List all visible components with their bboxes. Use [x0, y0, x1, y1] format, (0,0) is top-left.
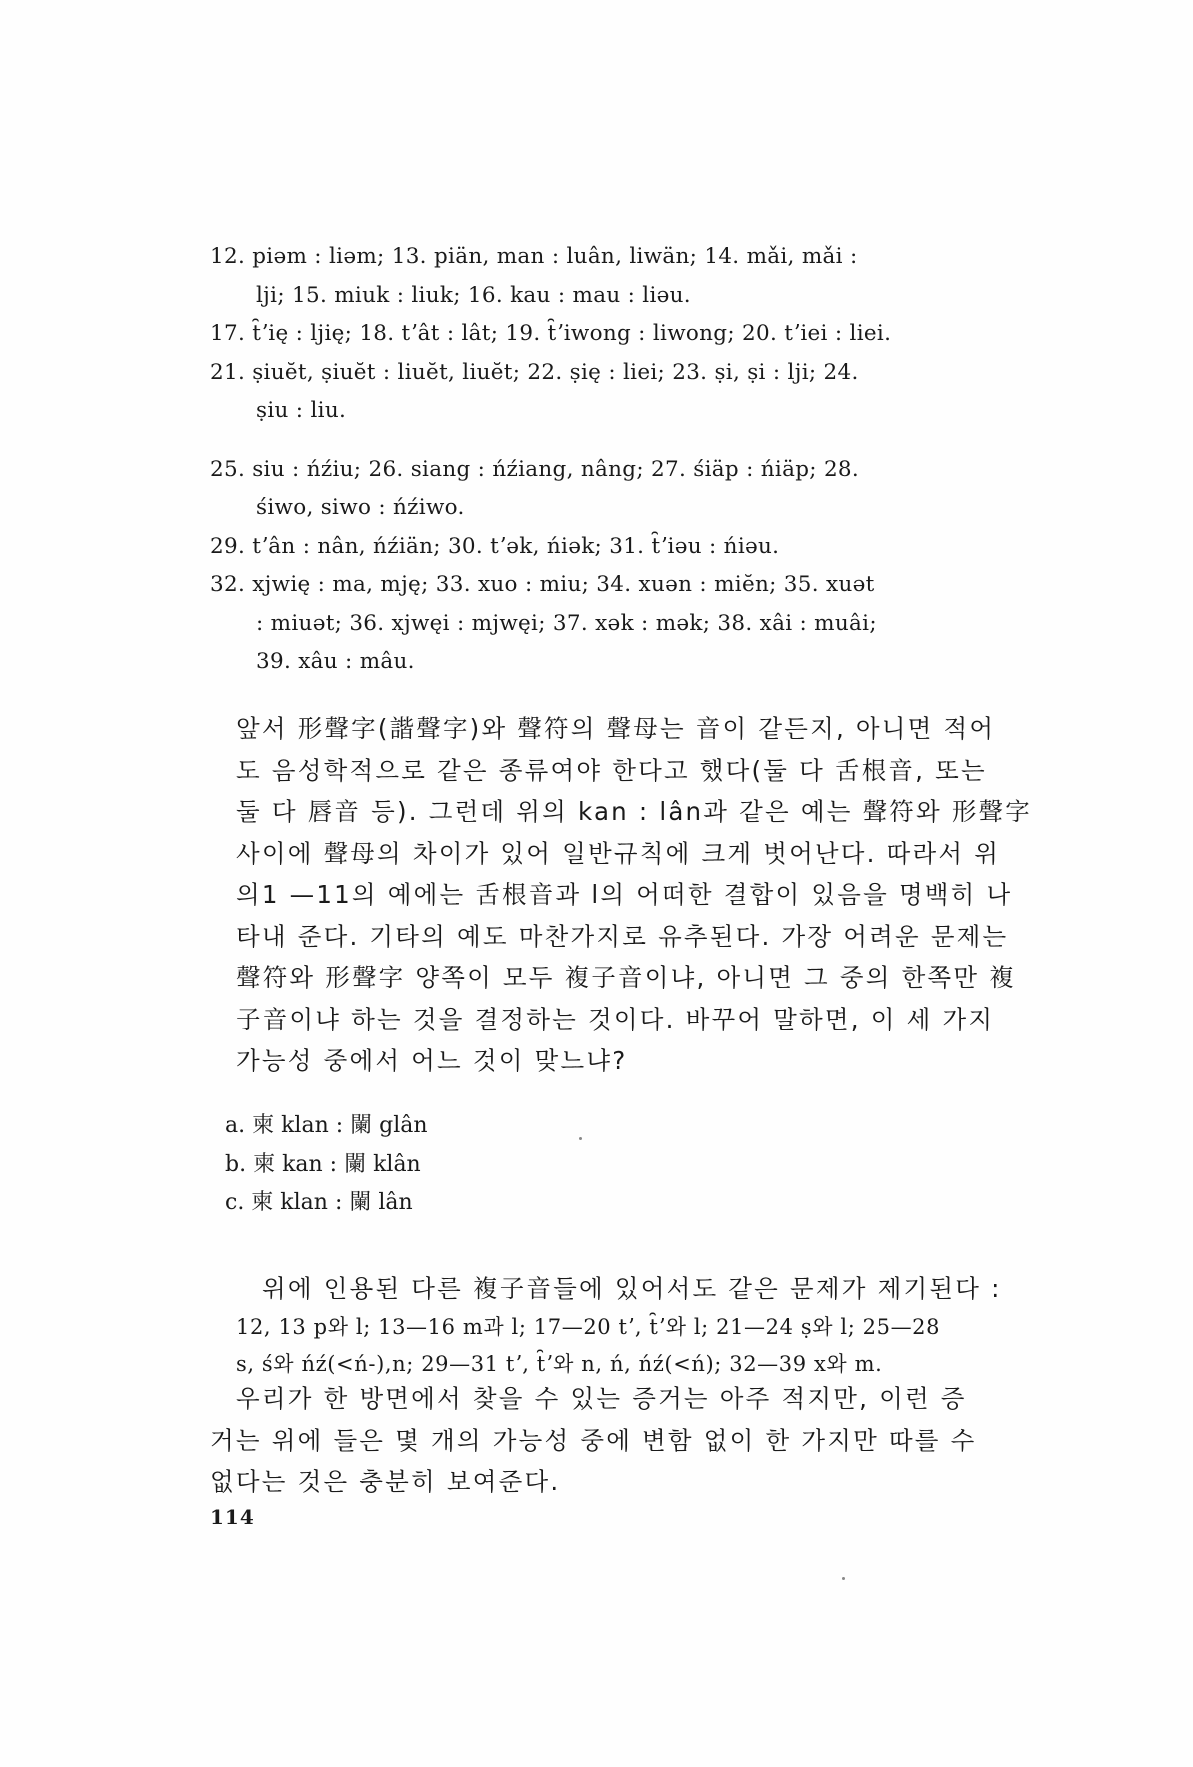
paragraph-line: 12, 13 p와 l; 13—16 m과 l; 17—20 tʼ, t̑ʼ와 l; 21—24 ṣ와 l; 25—28 [236, 1315, 941, 1339]
example-line: ṣiu : liu. [256, 398, 347, 423]
paragraph-line: s, ś와 ńź(<ń-),n; 29—31 tʼ, t̑ʼ와 n, ń, ńź(<ń); 32—39 x와 m. [236, 1352, 883, 1376]
page-number: 114 [210, 1505, 255, 1529]
scan-speck [579, 1137, 582, 1140]
example-line: śiwo, siwo : ńźiwo. [256, 495, 465, 520]
possibility-b: b. 柬 kan : 闌 klân [225, 1151, 421, 1177]
paragraph-line: 子音이냐 하는 것을 결정하는 것이다. 바꾸어 말하면, 이 세 가지 [236, 1004, 995, 1034]
paragraph-3 [210, 1378, 1020, 1503]
possibility-c: c. 柬 klan : 闌 lân [225, 1190, 413, 1215]
example-line: 25. siu : ńźiu; 26. siang : ńźiang, nâng; 27. śiäp : ńiäp; 28. [210, 456, 860, 482]
paragraph-line: 우리가 한 방면에서 찾을 수 있는 증거는 아주 적지만, 이런 증 [236, 1384, 967, 1413]
example-line: 32. xjwię : ma, mję; 33. xuo : miu; 34. xuən : miĕn; 35. xuət [210, 572, 875, 597]
paragraph-2 [210, 1268, 1020, 1383]
example-line: lji; 15. miuk : liuk; 16. kau : mau : liəu. [256, 282, 691, 308]
paragraph-line: 聲符와 形聲字 양쪽이 모두 複子音이냐, 아니면 그 중의 한쪽만 複 [236, 963, 1016, 992]
possibility-a: a. 柬 klan : 闌 glân [225, 1113, 428, 1138]
paragraph-line: 없다는 것은 충분히 보여준다. [210, 1467, 561, 1496]
paragraph-line: 타내 준다. 기타의 예도 마찬가지로 유추된다. 가장 어려운 문제는 [236, 921, 1009, 951]
paragraph-line: 가능성 중에서 어느 것이 맞느냐? [236, 1046, 628, 1075]
paragraph-line: 거는 위에 들은 몇 개의 가능성 중에 변함 없이 한 가지만 따를 수 [210, 1425, 977, 1455]
scan-speck [842, 1577, 845, 1580]
phonetic-examples [210, 238, 1020, 682]
example-line: 39. xâu : mâu. [256, 649, 415, 674]
example-line: 12. piəm : liəm; 13. piän, man : luân, liwän; 14. mǎi, mǎi : [210, 244, 858, 269]
paragraph-line: 사이에 聲母의 차이가 있어 일반규칙에 크게 벗어난다. 따라서 위 [236, 838, 1001, 868]
paragraph-1 [210, 708, 1032, 1082]
example-line: 21. ṣiuĕt, ṣiuĕt : liuĕt, liuĕt; 22. ṣię : liei; 23. ṣi, ṣi : lji; 24. [210, 359, 859, 385]
paragraph-line: 둘 다 唇音 등). 그런데 위의 kan : lân과 같은 예는 聲符와 形聲字 [236, 797, 1032, 826]
paragraph-line: 위에 인용된 다른 複子音들에 있어서도 같은 문제가 제기된다 : [262, 1274, 1002, 1303]
paragraph-line: 의1 —11의 예에는 舌根音과 l의 어떠한 결합이 있음을 명백히 나 [236, 880, 1013, 909]
paragraph-line: 도 음성학적으로 같은 종류여야 한다고 했다(둘 다 舌根音, 또는 [236, 755, 987, 785]
example-line: : miuət; 36. xjwęi : mjwęi; 37. xək : mək; 38. xâi : muâi; [256, 610, 877, 636]
paragraph-line: 앞서 形聲字(諧聲字)와 聲符의 聲母는 音이 같든지, 아니면 적어 [236, 714, 996, 743]
possibilities-list [225, 1107, 1035, 1223]
example-line: 17. t̑ʼię : ljię; 18. tʼât : lât; 19. t̑ʼiwong : liwong; 20. tʼiei : liei. [210, 321, 892, 346]
example-line: 29. tʼân : nân, ńźiän; 30. tʼək, ńiək; 31. t̑ʼiəu : ńiəu. [210, 533, 780, 559]
